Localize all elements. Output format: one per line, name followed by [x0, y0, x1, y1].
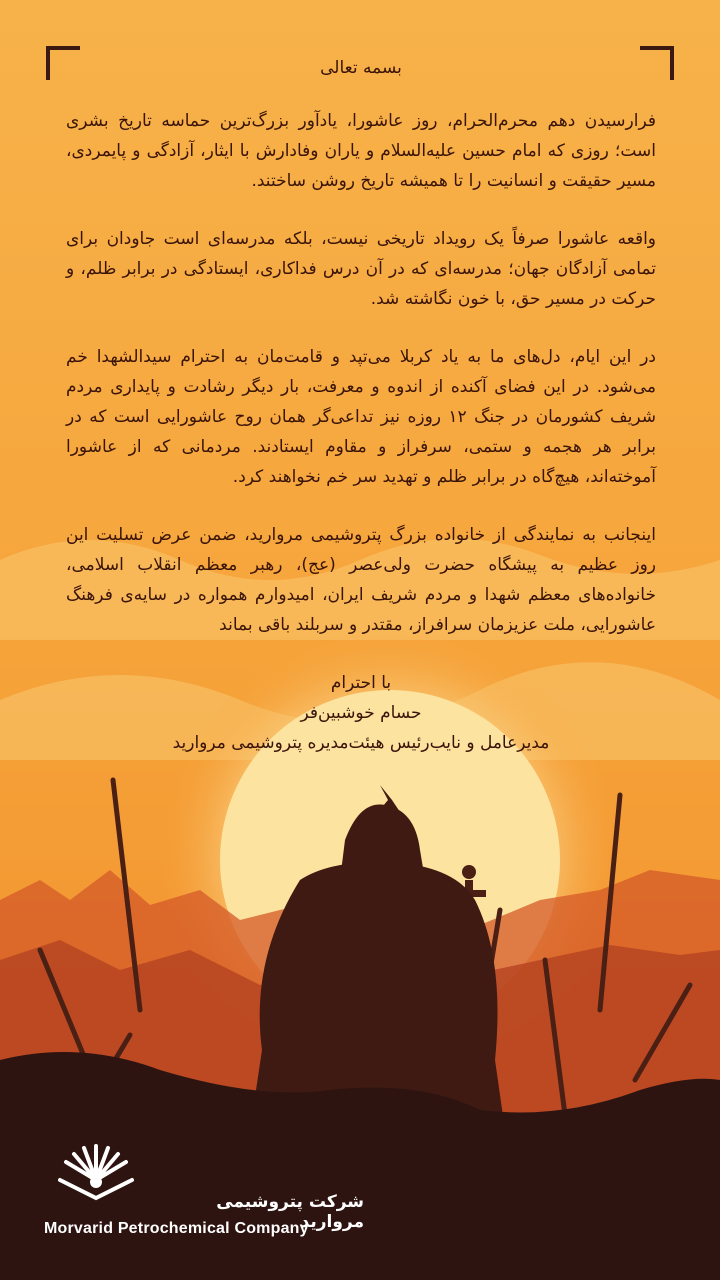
signature-title: مدیرعامل و نایب‌رئیس هیئت‌مدیره پتروشیمی مروارید [172, 733, 550, 753]
signature-closing: با احترام [330, 673, 392, 693]
morvarid-pearl-icon [50, 1140, 142, 1202]
signature-block [66, 668, 656, 758]
letter-paragraph-1: فرارسیدن دهم محرم‌الحرام، روز عاشورا، یادآور بزرگ‌ترین حماسه تاریخ بشری است؛ روزی که امام حسین علیه‌السلام و یاران وفادارش با ایثار، آزادگی و پایمردی، مسیر حقیقت و انسانیت را تا همیشه تاریخ روشن ساختند. [66, 111, 656, 191]
signature-name: حسام خوشبین‌فر [300, 703, 422, 723]
condolence-letter [66, 58, 656, 758]
company-logo [44, 1140, 364, 1250]
letter-paragraph-4: اینجانب به نمایندگی از خانواده بزرگ پتروشیمی مروارید، ضمن عرض تسلیت این روز عظیم به پیشگاه حضرت ولی‌عصر (عج)، رهبر معظم انقلاب اسلامی، خانواده‌های معظم شهدا و مردم شریف ایران، امیدوارم همواره در سایه‌ی فرهنگ عاشورایی، ملت عزیزمان سرافراز، مقتدر و سربلند باقی بماند [66, 525, 656, 635]
letter-heading: بسمه تعالی [320, 58, 402, 78]
letter-paragraph-2: واقعه عاشورا صرفاً یک رویداد تاریخی نیست، بلکه مدرسه‌ای است جاودان برای تمامی آزادگان جهان؛ مدرسه‌ای که در آن درس فداکاری، ایستادگی در برابر ظلم، و حرکت در مسیر حق، با خون نگاشته شد. [66, 229, 656, 309]
company-name-persian: شرکت پتروشیمی مروارید [216, 1192, 364, 1232]
letter-paragraph-3: در این ایام، دل‌های ما به یاد کربلا می‌تپد و قامت‌مان به احترام سیدالشهدا خم می‌شود. در این فضای آکنده از اندوه و معرفت، بار دیگر رشادت و پایداری مردم شریف کشورمان در جنگ ۱۲ روزه نیز تداعی‌گر همان روح عاشورایی است که در برابر هر هجمه و ستمی، سرفراز و مقاوم ایستادند. مردمانی که از عاشورا آموخته‌اند، هیچ‌گاه در برابر ظلم و تهدید سر خم نخواهند کرد. [66, 347, 656, 487]
company-name-english: Morvarid Petrochemical Company [44, 1220, 309, 1237]
